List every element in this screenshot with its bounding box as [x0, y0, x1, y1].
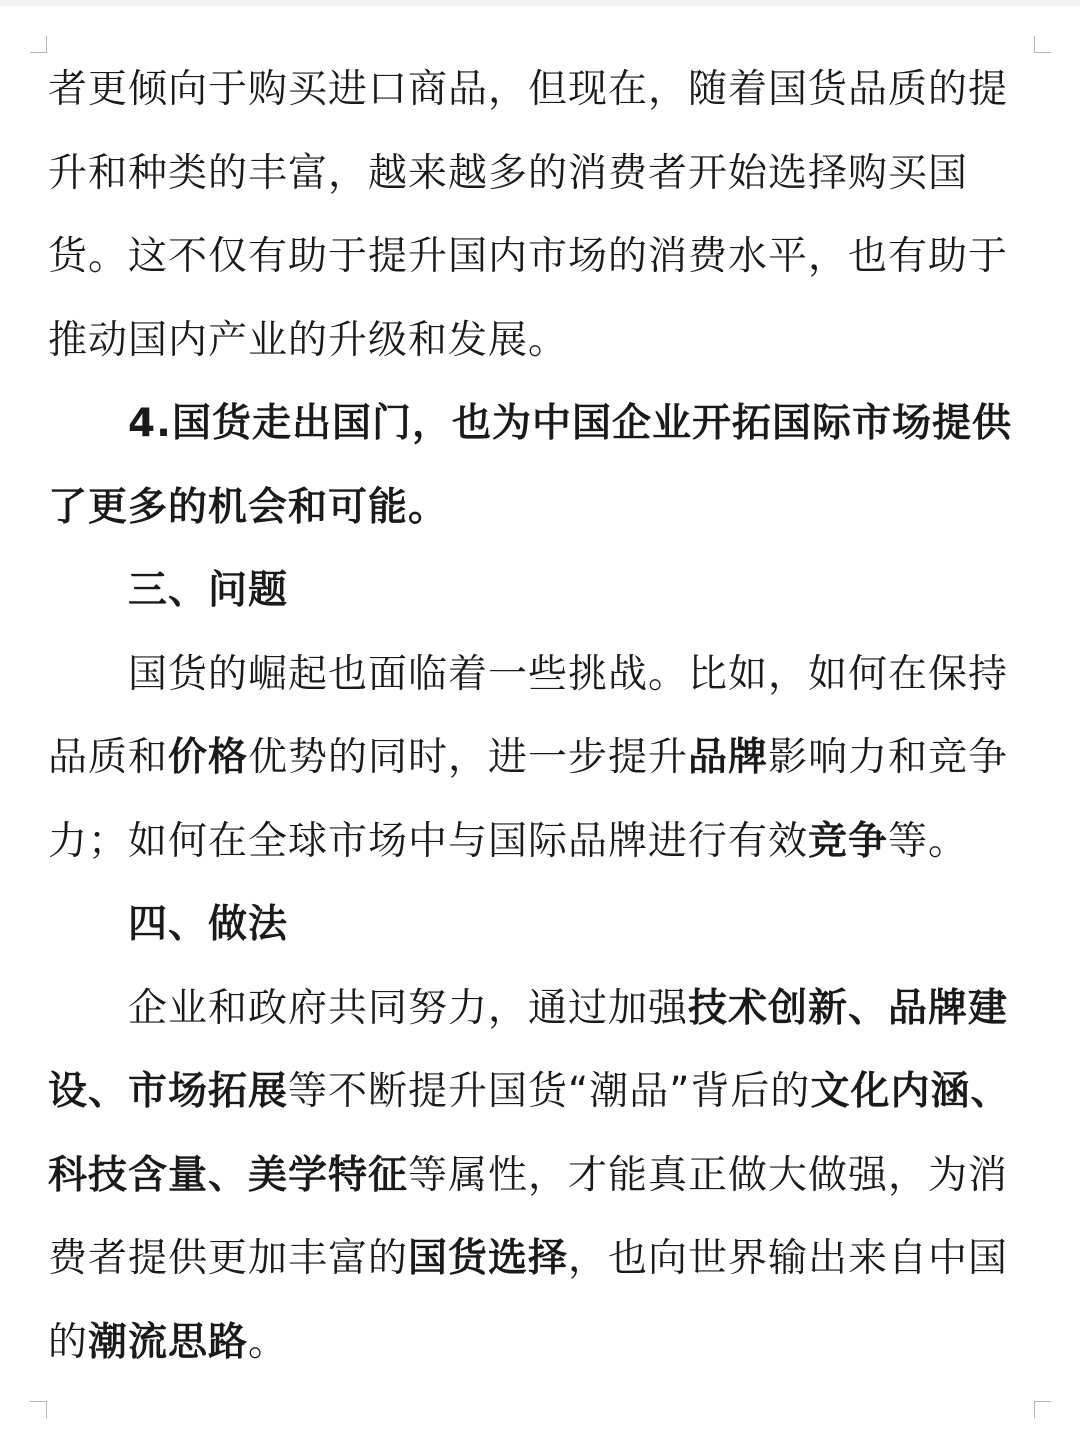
page-corner-mark-bottom-right — [1034, 1401, 1051, 1418]
methods-bold-choice: 国货选择 — [408, 1236, 569, 1281]
top-strip — [0, 0, 1080, 6]
problems-text-1: 国货的崛起也面临着一些挑战。比如，如何在保持品质和 — [48, 651, 1009, 780]
methods-text-1: 企业和政府共同努力，通过加强 — [128, 985, 689, 1031]
methods-bold-trend: 潮流思路 — [88, 1319, 249, 1365]
methods-text-5: 。 — [248, 1319, 289, 1365]
problems-bold-price: 价格 — [168, 735, 249, 780]
document-body — [48, 48, 1038, 1384]
problems-text-2: 优势的同时，进一步提升 — [248, 735, 689, 780]
page-corner-mark-top-left — [30, 36, 47, 53]
paragraph-problems — [48, 633, 1038, 884]
methods-text-4: ，也向世界输出来自中国的 — [48, 1236, 1009, 1365]
problems-text-3: 影响力和竞争力；如何在全球市场中与国际品牌进行有效 — [48, 735, 1009, 864]
methods-text-3: 等属性，才能真正做大做强，为消费者提供更加丰富的 — [48, 1152, 1009, 1281]
page-corner-mark-bottom-left — [30, 1401, 47, 1418]
methods-bold-innovation: 技术创新、品牌建设、市场拓展 — [48, 985, 1009, 1114]
point-4-going-global: 4.国货走出国门，也为中国企业开拓国际市场提供了更多的机会和可能。 — [48, 401, 1012, 530]
problems-bold-brand: 品牌 — [688, 735, 769, 780]
section-heading-methods: 四、做法 — [128, 902, 289, 947]
section-heading-problems: 三、问题 — [128, 568, 289, 613]
methods-text-2: 等不断提升国货“潮品”背后的 — [288, 1069, 811, 1114]
paragraph-domestic-goods-quality: 者更倾向于购买进口商品，但现在，随着国货品质的提升和种类的丰富，越来越多的消费者开始选择购买国货。这不仅有助于提升国内市场的消费水平，也有助于推动国内产业的升级和发展。 — [48, 67, 1009, 363]
problems-text-4: 等。 — [888, 818, 969, 864]
problems-bold-competition: 竞争 — [808, 818, 889, 864]
methods-bold-culture: 文化内涵、科技含量、美学特征 — [48, 1069, 1011, 1198]
paragraph-methods — [48, 967, 1038, 1385]
